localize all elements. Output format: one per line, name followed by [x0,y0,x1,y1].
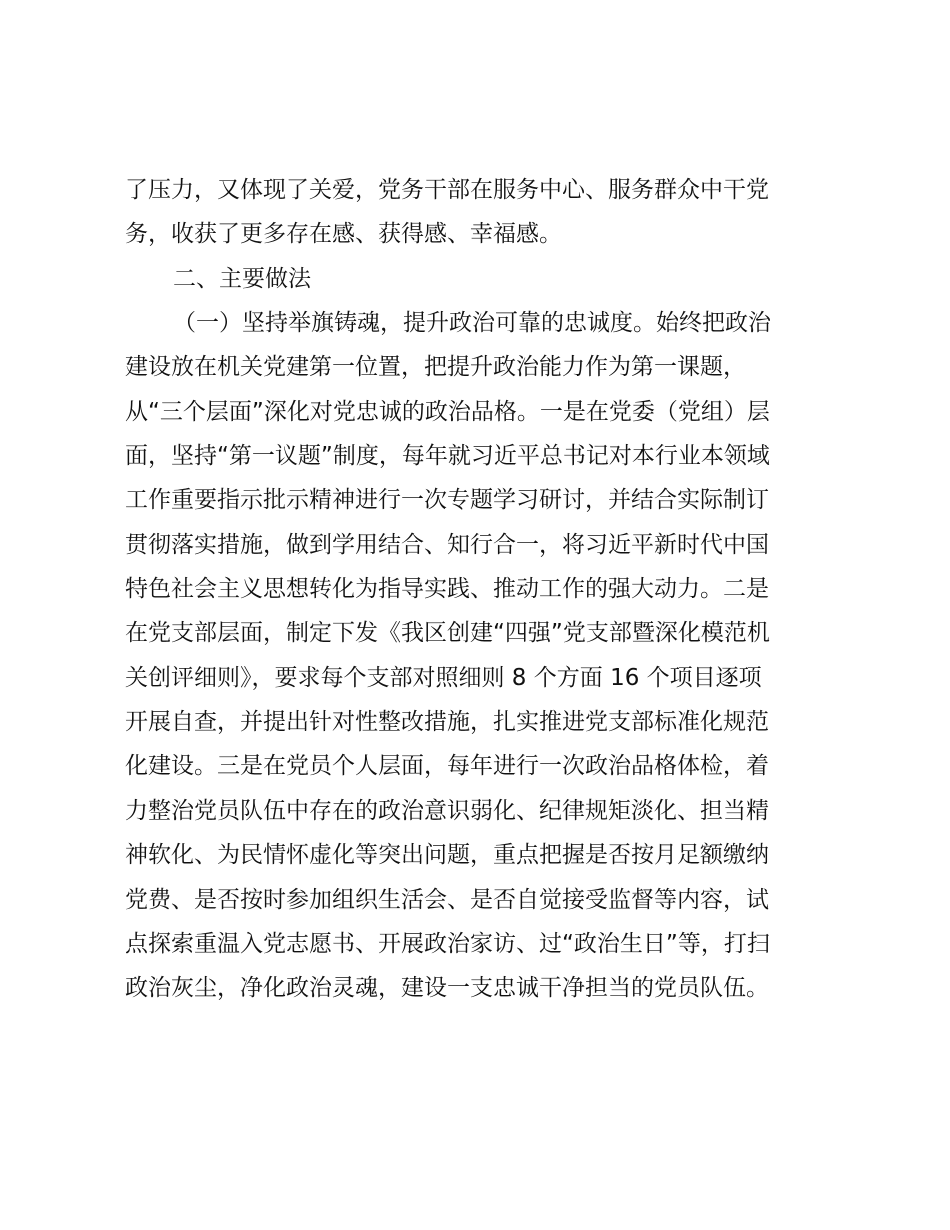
body-text [125,168,825,1011]
text-line: 开展自查，并提出针对性整改措施，扎实推进党支部标准化规范 [125,709,769,736]
text-line: 从“三个层面”深化对党忠诚的政治品格。一是在党委（党组）层 [125,398,770,425]
text-line: 了压力，又体现了关爱，党务干部在服务中心、服务群众中干党 [125,177,769,203]
text-line: 务，收获了更多存在感、获得感、幸福感。 [125,221,562,248]
text-line: 建设放在机关党建第一位置，把提升政治能力作为第一课题， [125,354,746,381]
text-line: 点探索重温入党志愿书、开展政治家访、过“政治生日”等，打扫 [125,930,770,957]
text-line: 特色社会主义思想转化为指导实践、推动工作的强大动力。二是 [125,576,769,603]
text-line: 政治灰尘，净化政治灵魂，建设一支忠诚干净担当的党员队伍。 [125,975,769,1002]
text-line: 在党支部层面，制定下发《我区创建“四强”党支部暨深化模范机 [125,620,770,647]
section-heading: 二、主要做法 [173,265,311,292]
text-line: 党费、是否按时参加组织生活会、是否自觉接受监督等内容，试 [125,886,769,913]
text-line: 工作重要指示批示精神进行一次专题学习研讨，并结合实际制订 [125,487,769,514]
text-line: 贯彻落实措施，做到学用结合、知行合一，将习近平新时代中国 [125,531,769,558]
subsection-first-line: （一）坚持举旗铸魂，提升政治可靠的忠诚度。始终把政治 [173,310,771,337]
text-line: 神软化、为民情怀虚化等突出问题，重点把握是否按月足额缴纳 [125,842,769,869]
text-line: 力整治党员队伍中存在的政治意识弱化、纪律规矩淡化、担当精 [125,797,769,824]
text-line: 面，坚持“第一议题”制度，每年就习近平总书记对本行业本领域 [125,443,770,470]
text-line: 关创评细则》，要求每个支部对照细则 8 个方面 16 个项目逐项 [125,664,762,691]
text-line: 化建设。三是在党员个人层面，每年进行一次政治品格体检，着 [125,753,769,780]
